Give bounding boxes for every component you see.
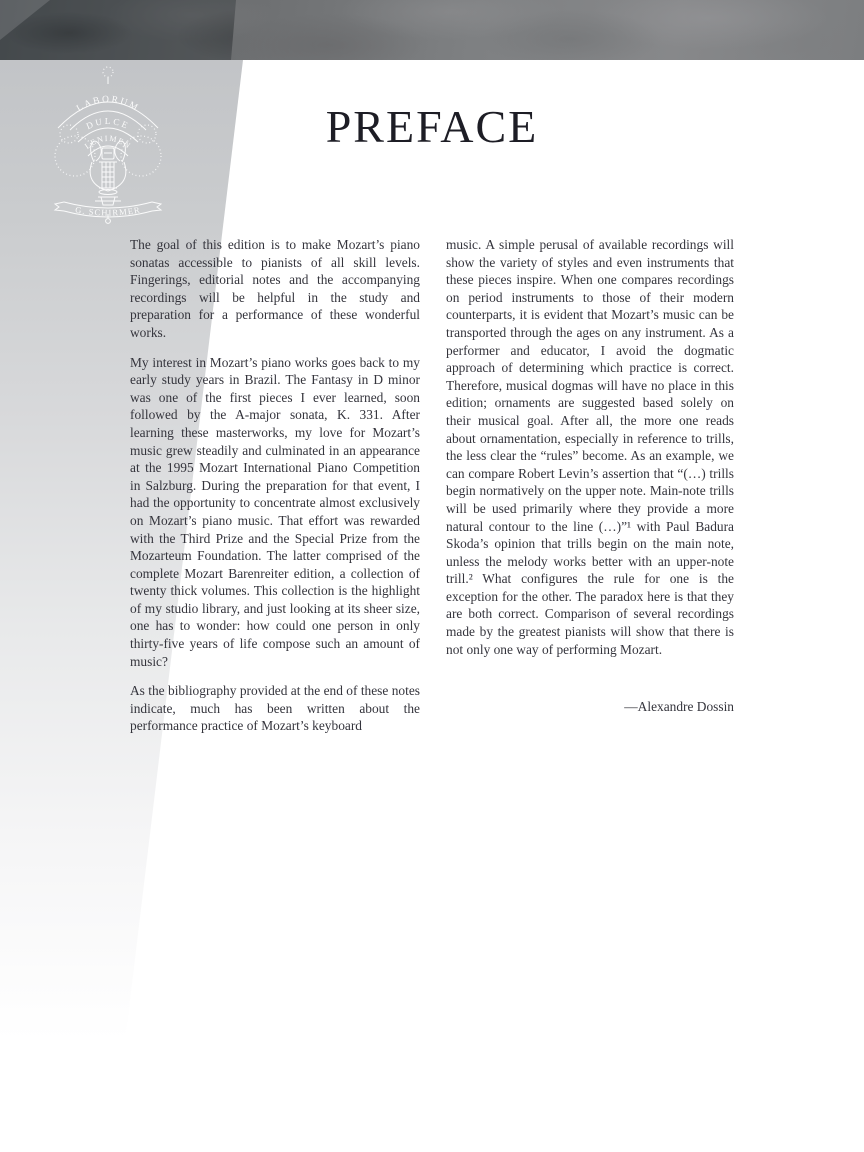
right-column — [446, 236, 734, 747]
motto-word-dulce: DULCE — [84, 115, 132, 132]
paragraph: My interest in Mozart’s piano works goes back to my early study years in Brazil. The Fantasy in D minor was one of the first pieces I ever learned, soon followed by the A-major sonata, K. 331. After learning these masterworks, my love for Mozart’s music grew steadily and culminated in an appearance at the 1995 Mozart International Piano Competition in Salzburg. During the preparation for that event, I had the opportunity to concentrate almost exclusively on Mozart’s piano music. That effort was rewarded with the Third Prize and the Special Prize from the Mozarteum Foundation. The latter comprised of the complete Mozart Barenreiter edition, a collection of twenty thick volumes. This collection is the highlight of my studio library, and just looking at its sheer size, one has to wonder: how could one person in only thirty-five years of life compose such an amount of music? — [130, 354, 420, 669]
motto-word-laborum: LABORUM — [75, 94, 141, 115]
page-title: PREFACE — [325, 101, 539, 152]
left-column — [130, 236, 420, 747]
publisher-name: G. SCHIRMER — [74, 204, 142, 218]
lyre-icon — [90, 141, 126, 205]
author-signature: —Alexandre Dossin — [624, 699, 734, 715]
paragraph: As the bibliography provided at the end of these notes indicate, much has been written about the performance practice of Mozart’s keyboard — [130, 683, 420, 734]
header-dark-overlay — [0, 0, 864, 60]
header-texture-band — [0, 0, 864, 60]
preface-text — [130, 236, 734, 747]
motto-word-lenimen: LENIMEN — [83, 133, 133, 151]
paragraph: music. A simple perusal of available recordings will show the variety of styles and even instruments that these pieces inspire. When one compares recordings on period instruments to those of their modern counterparts, it is evident that Mozart’s music can be transported through the ages on any instrument. As a performer and educator, I avoid the dogmatic approach of determining which practice is correct. Therefore, musical dogmas will have no place in this edition; ornaments are suggested based solely on their musical goal. After all, the more one reads about ornamentation, especially in reference to trills, the less clear the “rules” become. As an example, we can compare Robert Levin’s assertion that “(…) trills begin normatively on the upper note. Main-note trills will be used primarily where they provide a more natural contour to the line (…)”¹ with Paul Badura Skoda’s opinion that trills begin on the main note, unless the melody works better with an upper-note trill.² What configures the rule for one is the exception for the other. The paradox here is that they are both correct. Comparison of several recordings made by the greatest pianists will show that there is not only one way of performing Mozart. — [446, 237, 734, 657]
paragraph: The goal of this edition is to make Mozart’s piano sonatas accessible to pianists of all skill levels. Fingerings, editorial notes and the accompanying recordings will be helpful in the study and preparation for a performance of these wonderful works. — [130, 237, 420, 340]
